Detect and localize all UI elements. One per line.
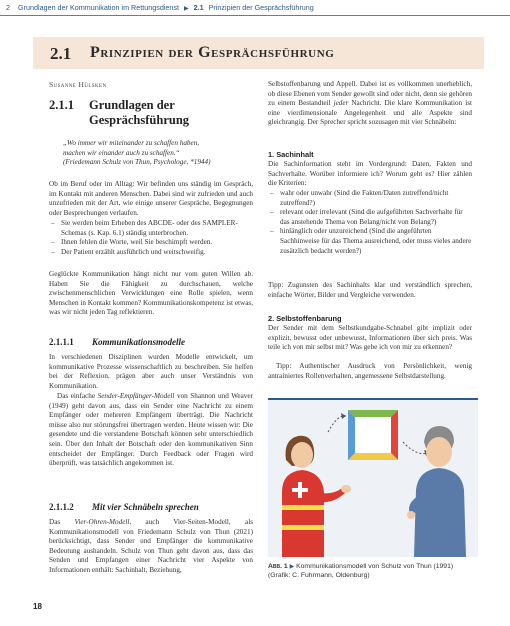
subsubsection-number: 2.1.1.1 [49, 337, 74, 347]
paramedic-communication-illustration [268, 400, 478, 557]
subsubsection-heading-2-1-1-1 [49, 337, 253, 348]
subsubsection-title: Mit vier Schnäbeln sprechen [92, 502, 199, 512]
subsection-number: 2.1.1 [49, 98, 74, 112]
subsection-title-line2: Gesprächsführung [89, 113, 190, 127]
subsection-title-line1: Grundlagen der [89, 98, 175, 112]
tip-paragraph: Tipp: Authentischer Ausdruck von Persönlichkeit, wenig antrainiertes Rollenverhalten, angemessene Selbstdarstellung. [268, 362, 472, 380]
paragraph: Ob im Beruf oder im Alltag: Wir befinden uns ständig im Gespräch, im Kontakt mit anderen Menschen. Dabei sind wir zufrieden und auch unzufrieden mit der Art, wie einige unserer Gespräche, Begegnungen oder Besprechungen verlaufen. [49, 180, 253, 217]
header-chapter-title: Grundlagen der Kommunikation im Rettungsdienst [18, 3, 180, 12]
quote-attribution: (Friedemann Schulz von Thun, Psychologe, *1944) [63, 158, 211, 167]
paragraph: Die Sachinformation steht im Vordergrund: Daten, Fakten und Sachverhalte. Worüber informiere ich? Worum geht es? Hier zählen die Kriterien: [268, 160, 472, 188]
list-item: – Sie werden beim Erheben des ABCDE- oder des SAMPLER-Schemas (s. Kap. 6.1) ständig unterbrochen. [49, 219, 253, 238]
list-item: – Ihnen fehlen die Worte, weil Sie beschimpft werden. [49, 238, 253, 248]
quote-line: „Wo immer wir miteinander zu schaffen haben, [63, 139, 200, 147]
bullet-list [268, 189, 472, 256]
caption-arrow-icon: ▶ [289, 564, 295, 570]
figure-illustration [268, 400, 478, 557]
section-number: 2.1 [50, 44, 72, 63]
page-number: 18 [33, 602, 42, 611]
list-item: – Der Patient erzählt ausführlich und weitschweifig. [49, 248, 253, 258]
author-name: Susanne Hülsken [49, 80, 107, 89]
triangle-icon: ▶ [184, 6, 189, 12]
figure-caption [268, 563, 478, 580]
subsubsection-number: 2.1.1.2 [49, 502, 74, 512]
running-header [0, 0, 510, 16]
figure-label: Abb. 1 [268, 563, 288, 570]
list-item: – hinlänglich oder unzureichend (Sind die angeführten Sachhinweise für das Thema ausreichend, oder muss vieles andere zusätzlich bedacht werden?) [268, 227, 472, 256]
subsection-heading-2-1-1 [49, 98, 253, 128]
four-sides-square-icon [348, 410, 398, 460]
caption-text: Kommunikationsmodell von Schulz von Thun (1991) [296, 563, 454, 570]
paragraph: Selbstoffenbarung und Appell. Dabei ist es vollkommen unerheblich, ob diese Ebenen vom Sender gewollt sind oder nicht, denn sie gehören zu einem Bestandteil jeder Nachricht. Die klare Kommunikation ist eine vierdimensionale Angelegenheit und alle Aspekte sind gleichrangig. Der Sprecher spricht sozusagen mit vier Schnäbeln: [268, 80, 472, 127]
paragraph: Geglückte Kommunikation hängt nicht nur vom guten Willen ab. Haben Sie die Fähigkeit zu durchschauen, welche zwischenmenschlichen Verwicklungen eine Rolle spielen, wenn Menschen in Kontakt kommen? Kommunikationskompetenz ist etwas, was wir nicht jeden Tag reflektieren. [49, 270, 253, 317]
epigraph-quote [63, 139, 243, 168]
section-title: Prinzipien der Gesprächsführung [90, 44, 335, 61]
subsubsection-title: Kommunikationsmodelle [92, 337, 186, 347]
running-header-text [6, 3, 314, 12]
paragraph: Das einfache Sender-Empfänger-Modell von Shannon und Weaver (1949) geht davon aus, dass ein Sender eine Nachricht zu einem Empfänger oder mehreren Empfängern überträgt. Die Nachricht müsse also nur störungsfrei übertragen werden. Heute wissen wir: Die gesendete und die verstandene Botschaft können sehr unterschiedlich sein. Über den Inhalt der Botschaft oder den kommunikativen Sinn entscheidet der Empfänger. Durch Feedback oder Fragen wird überprüft, was tatsächlich angekommen ist. [49, 392, 253, 468]
paramedic-figure [282, 436, 351, 557]
header-chapter-num: 2 [6, 3, 10, 12]
emphasis: Vier-Ohren-Modell [74, 518, 130, 526]
list-item: – relevant oder irrelevant (Sind die aufgeführten Sachverhalte für das anstehende Thema von Belang/nicht von Belang?) [268, 208, 472, 227]
header-section-num: 2.1 [193, 3, 204, 12]
subheading-sachinhalt: 1. Sachinhalt [268, 150, 314, 159]
list-item: – wahr oder unwahr (Sind die Fakten/Daten zutreffend/nicht zutreffend?) [268, 189, 472, 208]
paragraph: Der Sender mit dem Selbstkundgabe-Schnabel gibt implizit oder explizit, bewusst oder unbewusst, Informationen über sich preis. Was teile ich von mir selbst mit? Was gebe ich von mir zu erkennen? [268, 324, 472, 352]
emphasis: jeder [333, 99, 349, 108]
caption-credit: (Grafik: C. Fuhrmann, Oldenburg) [268, 571, 370, 579]
bullet-list [49, 219, 253, 257]
subsubsection-heading-2-1-1-2 [49, 502, 253, 513]
quote-line: machen wir einander auch zu schaffen.“ [63, 148, 180, 157]
tip-paragraph: Tipp: Zugunsten des Sachinhalts klar und verständlich sprechen, einfache Wörter, Bilder und Vergleiche verwenden. [268, 281, 472, 299]
emphasis: Sender-Empfänger-Modell [97, 392, 175, 400]
paragraph: In verschiedenen Disziplinen wurden Modelle entwickelt, um kommunikative Prozesse wissenschaftlich zu beschreiben. Sie helfen bei der Reflexion, prägen aber auch unser Verständnis von Kommunikation. [49, 353, 253, 390]
subheading-selbstoffenbarung: 2. Selbstoffenbarung [268, 314, 342, 323]
patient-figure [407, 426, 466, 557]
header-section-title: Prinzipien der Gesprächsführung [208, 3, 314, 12]
paragraph: Das Vier-Ohren-Modell, auch Vier-Seiten-Modell, als Kommunikationsmodell von Friedemann Schulz von Thun (2021) berücksichtigt, dass Sender und Empfänger die kommunikative Bedeutung aushandeln. Schulz von Thun geht davon aus, dass das Senden und Empfangen einer Nachricht vier Aspekte von Informationen enthält: Sachinhalt, Beziehung, [49, 518, 253, 574]
